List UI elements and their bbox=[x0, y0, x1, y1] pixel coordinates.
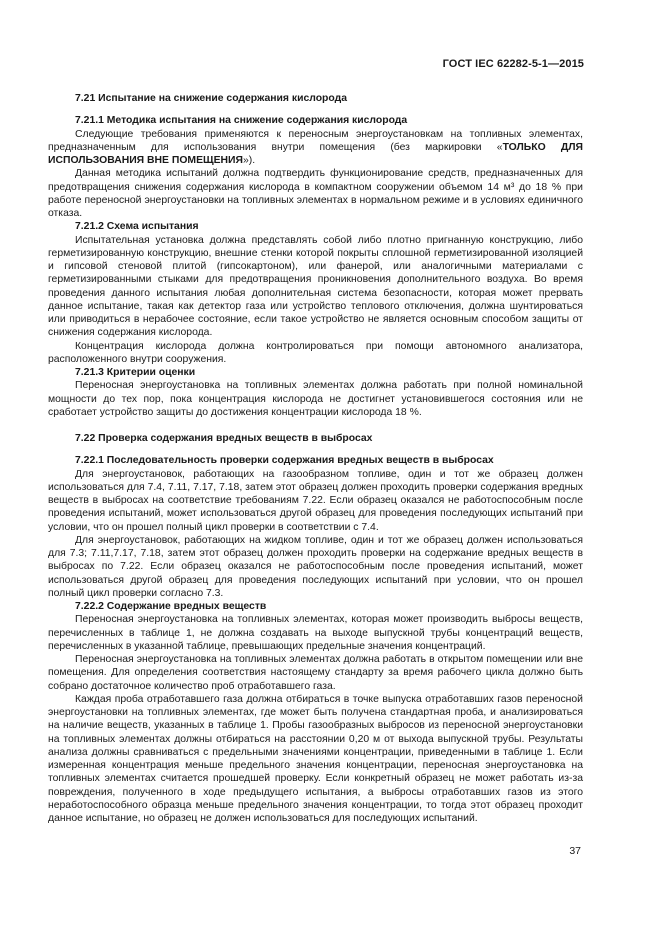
section-7-21-2-title: 7.21.2 Схема испытания bbox=[75, 221, 199, 233]
paragraph-text: »). bbox=[242, 155, 256, 166]
section-7-22-2-title: 7.22.2 Содержание вредных веществ bbox=[75, 601, 267, 612]
section-7-21-1-title: 7.21.1 Методика испытания на снижение содержания кислорода bbox=[75, 115, 408, 127]
paragraph-text: Следующие требования применяются к переносным энергоустановкам на топливных элементах, предназначенным для использования внутри помещения (без маркировки « bbox=[48, 128, 583, 153]
paragraph: Испытательная установка должна представлять собой либо плотно пригнанную конструкцию, либо герметизированную конструкцию, внешние стенки которой покрыты сплошной герметизированной изоляцией и гипсовой стеновой плитой (гипсокартоном), или фанерой, или аналогичными материалами с герметизированными стыками для предотвращения проникновения дополнительного воздуха. Во время проведения данного испытания любая дополнительная система безопасности, которая может прервать данное испытание, такая как детектор газа или устройство теплового отключения, должна шунтироваться или приводиться в нерабочее состояние, если такое устройство не является основным способом защиты от снижения содержания кислорода. bbox=[48, 234, 583, 339]
section-7-21-3-title: 7.21.3 Критерии оценки bbox=[75, 367, 196, 378]
paragraph: Каждая проба отработавшего газа должна отбираться в точке выпуска отработавших газов переносной энергоустановки на топливных элементах, где может быть получена стандартная проба, и анализироваться на наличие веществ, указанных в таблице 1. Пробы газообразных выбросов из переносной энергоустановки на топливных элементах должны отбираться на расстоянии 0,20 м от выхода выпускной трубы. Результаты анализа должны сравниваться с предельными значениями концентрации, приведенными в таблице 1. Если измеренная концентрация меньше предельного значения концентрации, переносная энергоустановка на топливных элементах считается прошедшей проверку. Если конкретный образец не может работать из-за повреждения, полученного в ходе предыдущего испытания, а выбросы отработавших газов из этого неработоспособного образца меньше предельного значения концентрации, то тогда этот образец проходит данное испытание, но образец не должен использоваться для последующих испытаний. bbox=[48, 693, 583, 824]
marking-text: ТОЛЬКО ДЛЯ ИСПОЛЬЗОВАНИЯ ВНЕ ПОМЕЩЕНИЯ bbox=[48, 141, 583, 166]
paragraph: Для энергоустановок, работающих на жидком топливе, один и тот же образец должен использоваться для 7.3; 7.11,7.17, 7.18, затем этот образец должен проходить проверки на содержание вредных веществ в выбросах по 7.22. Если образец оказался не работоспособным после проведения испытаний, может использоваться другой образец для проведения последующих испытаний при условии, что он прошел полный цикл проверки согласно 7.3. bbox=[48, 534, 583, 599]
paragraph: Переносная энергоустановка на топливных элементах должна работать при полной номинальной мощности до тех пор, пока концентрация кислорода не достигнет установившегося состояния или не сработает устройство защиты до достижения концентрации кислорода 18 %. bbox=[48, 380, 583, 418]
paragraph: Концентрация кислорода должна контролироваться при помощи автономного анализатора, расположенного внутри сооружения. bbox=[48, 340, 583, 365]
paragraph: Переносная энергоустановка на топливных элементах, которая может производить выбросы веществ, перечисленных в таблице 1, не должна создавать на выходе выпускной трубы концентраций веществ, перечисленных в указанной таблице, превышающих предельные значения концентраций. bbox=[48, 614, 583, 652]
paragraph: Данная методика испытаний должна подтвердить функционирование средств, предназначенных для предотвращения снижения содержания кислорода в компактном сооружении объемом 14 м³ до 18 % при работе переносной энергоустановки на топливных элементах в нормальном режиме и в условиях единичного отказа. bbox=[48, 168, 583, 219]
paragraph: Переносная энергоустановка на топливных элементах должна работать в открытом помещении или вне помещения. Для определения соответствия настоящему стандарту за время рабочего цикла должно быть собрано достаточное количество проб отработавшего газа. bbox=[48, 654, 583, 692]
page-number: 37 bbox=[569, 845, 581, 857]
standard-header: ГОСТ IEC 62282-5-1—2015 bbox=[442, 58, 584, 70]
section-7-22-title: 7.22 Проверка содержания вредных веществ в выбросах bbox=[75, 433, 373, 444]
paragraph: Для энергоустановок, работающих на газообразном топливе, один и тот же образец должен использоваться для 7.4, 7.11, 7.17, 7.18, затем этот образец должен проходить проверки содержания вредных веществ в выбросах на соответствие требованиям 7.22. Если образец оказался не работоспособным после проведения испытаний, может использоваться другой образец для проведения последующих испытаний при условии, что он прошел полный цикл проверки в соответствии с 7.4. bbox=[48, 468, 583, 533]
page-content bbox=[48, 90, 583, 825]
section-7-22-1-title: 7.22.1 Последовательность проверки содержания вредных веществ в выбросах bbox=[75, 455, 494, 467]
section-7-21-title: 7.21 Испытание на снижение содержания кислорода bbox=[75, 93, 347, 104]
paragraph bbox=[48, 128, 583, 168]
